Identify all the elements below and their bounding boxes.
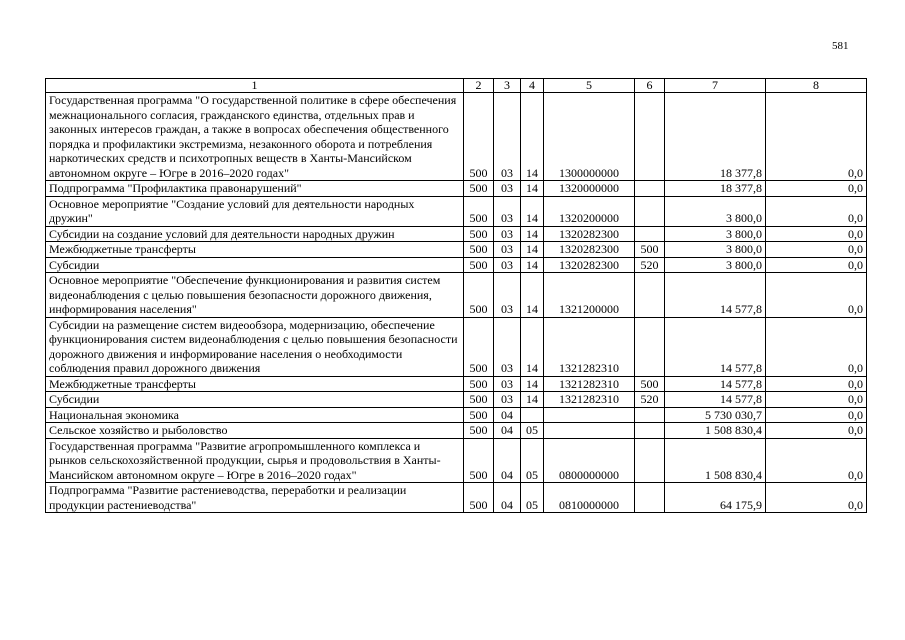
- change-amount-cell: 0,0: [766, 226, 867, 242]
- row-name-cell: Основное мероприятие "Создание условий для деятельности народных дружин": [46, 196, 464, 226]
- target-article-cell: [544, 423, 635, 439]
- change-amount-cell: 0,0: [766, 181, 867, 197]
- admin-code-cell: 500: [464, 483, 494, 513]
- admin-code-cell: 500: [464, 226, 494, 242]
- section-code-cell: 03: [494, 376, 521, 392]
- subsection-code-cell: 14: [521, 273, 544, 318]
- table-row: [46, 242, 867, 258]
- section-code-cell: 04: [494, 423, 521, 439]
- expense-type-cell: [635, 483, 665, 513]
- section-code-cell: 03: [494, 93, 521, 181]
- header-cell: 5: [544, 79, 635, 93]
- target-article-cell: 0810000000: [544, 483, 635, 513]
- section-code-cell: 04: [494, 438, 521, 483]
- row-name-cell: Основное мероприятие "Обеспечение функционирования и развития систем видеонаблюдения с целью повышения безопасности дорожного движения, информирования населения": [46, 273, 464, 318]
- row-name-cell: Межбюджетные трансферты: [46, 376, 464, 392]
- table-row: [46, 423, 867, 439]
- target-article-cell: 1321282310: [544, 317, 635, 376]
- row-name-cell: Подпрограмма "Профилактика правонарушений": [46, 181, 464, 197]
- table-row: [46, 196, 867, 226]
- expense-type-cell: [635, 196, 665, 226]
- header-cell: 1: [46, 79, 464, 93]
- header-cell: 6: [635, 79, 665, 93]
- change-amount-cell: 0,0: [766, 93, 867, 181]
- table-row: [46, 483, 867, 513]
- header-cell: 8: [766, 79, 867, 93]
- admin-code-cell: 500: [464, 392, 494, 408]
- subsection-code-cell: 14: [521, 257, 544, 273]
- header-cell: 4: [521, 79, 544, 93]
- change-amount-cell: 0,0: [766, 242, 867, 258]
- admin-code-cell: 500: [464, 273, 494, 318]
- row-name-cell: Субсидии на размещение систем видеообзора, модернизацию, обеспечение функционирования систем видеонаблюдения с целью повышения безопасности дорожного движения и информирование населения о необходимости соблюдения правил дорожного движения: [46, 317, 464, 376]
- table-row: [46, 181, 867, 197]
- admin-code-cell: 500: [464, 242, 494, 258]
- expense-type-cell: [635, 407, 665, 423]
- target-article-cell: 1321282310: [544, 376, 635, 392]
- table-row: [46, 376, 867, 392]
- amount-cell: 3 800,0: [665, 257, 766, 273]
- subsection-code-cell: 14: [521, 392, 544, 408]
- change-amount-cell: 0,0: [766, 407, 867, 423]
- change-amount-cell: 0,0: [766, 392, 867, 408]
- admin-code-cell: 500: [464, 93, 494, 181]
- change-amount-cell: 0,0: [766, 257, 867, 273]
- expense-type-cell: 520: [635, 257, 665, 273]
- expense-type-cell: [635, 226, 665, 242]
- header-cell: 7: [665, 79, 766, 93]
- expense-type-cell: 500: [635, 376, 665, 392]
- admin-code-cell: 500: [464, 196, 494, 226]
- subsection-code-cell: 05: [521, 423, 544, 439]
- expense-type-cell: [635, 317, 665, 376]
- section-code-cell: 03: [494, 196, 521, 226]
- table-row: [46, 392, 867, 408]
- section-code-cell: 04: [494, 483, 521, 513]
- target-article-cell: 1320282300: [544, 226, 635, 242]
- row-name-cell: Подпрограмма "Развитие растениеводства, переработки и реализации продукции растениеводства": [46, 483, 464, 513]
- subsection-code-cell: 14: [521, 196, 544, 226]
- budget-table: [45, 78, 867, 513]
- expense-type-cell: [635, 93, 665, 181]
- table-row: [46, 438, 867, 483]
- admin-code-cell: 500: [464, 376, 494, 392]
- target-article-cell: 1321200000: [544, 273, 635, 318]
- section-code-cell: 03: [494, 226, 521, 242]
- amount-cell: 3 800,0: [665, 242, 766, 258]
- amount-cell: 64 175,9: [665, 483, 766, 513]
- table-row: [46, 93, 867, 181]
- expense-type-cell: 520: [635, 392, 665, 408]
- header-cell: 2: [464, 79, 494, 93]
- change-amount-cell: 0,0: [766, 273, 867, 318]
- row-name-cell: Межбюджетные трансферты: [46, 242, 464, 258]
- subsection-code-cell: 14: [521, 93, 544, 181]
- row-name-cell: Субсидии: [46, 257, 464, 273]
- row-name-cell: Национальная экономика: [46, 407, 464, 423]
- row-name-cell: Сельское хозяйство и рыболовство: [46, 423, 464, 439]
- target-article-cell: 1320200000: [544, 196, 635, 226]
- section-code-cell: 03: [494, 392, 521, 408]
- section-code-cell: 03: [494, 273, 521, 318]
- amount-cell: 14 577,8: [665, 392, 766, 408]
- amount-cell: 14 577,8: [665, 376, 766, 392]
- expense-type-cell: [635, 423, 665, 439]
- amount-cell: 18 377,8: [665, 181, 766, 197]
- admin-code-cell: 500: [464, 407, 494, 423]
- table-row: [46, 317, 867, 376]
- target-article-cell: 1300000000: [544, 93, 635, 181]
- expense-type-cell: [635, 181, 665, 197]
- subsection-code-cell: 14: [521, 226, 544, 242]
- amount-cell: 1 508 830,4: [665, 438, 766, 483]
- target-article-cell: 1320000000: [544, 181, 635, 197]
- change-amount-cell: 0,0: [766, 483, 867, 513]
- section-code-cell: 03: [494, 181, 521, 197]
- subsection-code-cell: 14: [521, 181, 544, 197]
- row-name-cell: Субсидии на создание условий для деятельности народных дружин: [46, 226, 464, 242]
- amount-cell: 5 730 030,7: [665, 407, 766, 423]
- target-article-cell: 1321282310: [544, 392, 635, 408]
- subsection-code-cell: 14: [521, 376, 544, 392]
- table-row: [46, 226, 867, 242]
- change-amount-cell: 0,0: [766, 423, 867, 439]
- admin-code-cell: 500: [464, 317, 494, 376]
- target-article-cell: 1320282300: [544, 257, 635, 273]
- table-row: [46, 407, 867, 423]
- change-amount-cell: 0,0: [766, 196, 867, 226]
- table-row: [46, 273, 867, 318]
- header-cell: 3: [494, 79, 521, 93]
- section-code-cell: 04: [494, 407, 521, 423]
- change-amount-cell: 0,0: [766, 376, 867, 392]
- subsection-code-cell: 14: [521, 242, 544, 258]
- row-name-cell: Государственная программа "О государственной политике в сфере обеспечения межнационального согласия, гражданского единства, отдельных прав и законных интересов граждан, а также в вопросах обеспечения общественного порядка и профилактики экстремизма, незаконного оборота и потребления наркотических средств и психотропных веществ в Ханты-Мансийском автономном округе – Югре в 2016–2020 годах": [46, 93, 464, 181]
- section-code-cell: 03: [494, 242, 521, 258]
- change-amount-cell: 0,0: [766, 438, 867, 483]
- admin-code-cell: 500: [464, 423, 494, 439]
- subsection-code-cell: 05: [521, 483, 544, 513]
- amount-cell: 18 377,8: [665, 93, 766, 181]
- expense-type-cell: [635, 273, 665, 318]
- subsection-code-cell: 05: [521, 438, 544, 483]
- table-row: [46, 257, 867, 273]
- section-code-cell: 03: [494, 317, 521, 376]
- admin-code-cell: 500: [464, 438, 494, 483]
- amount-cell: 3 800,0: [665, 226, 766, 242]
- admin-code-cell: 500: [464, 181, 494, 197]
- subsection-code-cell: [521, 407, 544, 423]
- amount-cell: 3 800,0: [665, 196, 766, 226]
- target-article-cell: [544, 407, 635, 423]
- section-code-cell: 03: [494, 257, 521, 273]
- page-number: 581: [832, 40, 849, 52]
- row-name-cell: Государственная программа "Развитие агропромышленного комплекса и рынков сельскохозяйственной продукции, сырья и продовольствия в Ханты-Мансийском автономном округе – Югре в 2016–2020 годах": [46, 438, 464, 483]
- amount-cell: 14 577,8: [665, 317, 766, 376]
- expense-type-cell: [635, 438, 665, 483]
- row-name-cell: Субсидии: [46, 392, 464, 408]
- table-header-row: [46, 79, 867, 93]
- admin-code-cell: 500: [464, 257, 494, 273]
- target-article-cell: 1320282300: [544, 242, 635, 258]
- amount-cell: 1 508 830,4: [665, 423, 766, 439]
- change-amount-cell: 0,0: [766, 317, 867, 376]
- subsection-code-cell: 14: [521, 317, 544, 376]
- amount-cell: 14 577,8: [665, 273, 766, 318]
- expense-type-cell: 500: [635, 242, 665, 258]
- target-article-cell: 0800000000: [544, 438, 635, 483]
